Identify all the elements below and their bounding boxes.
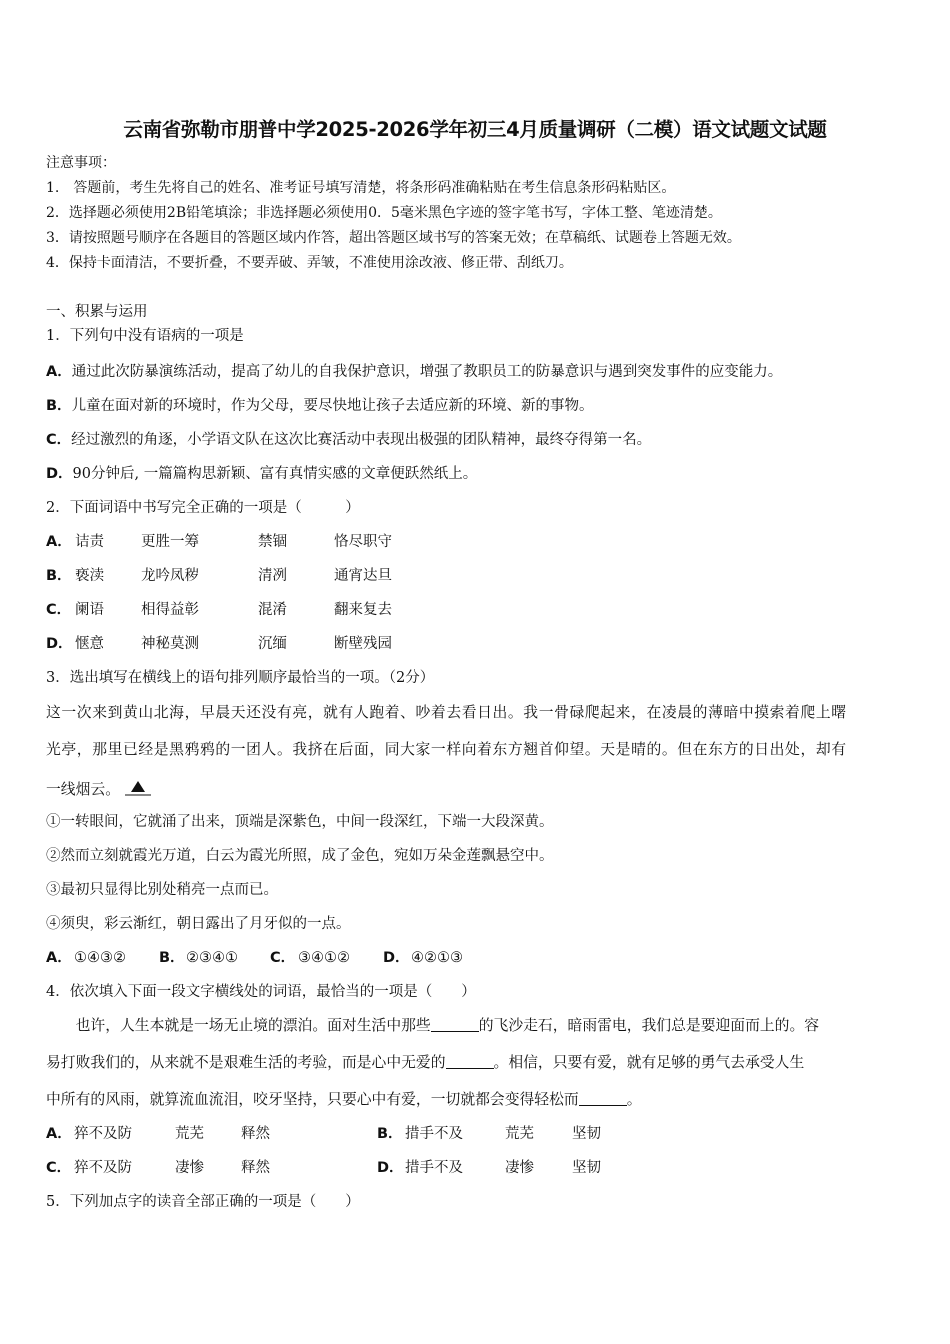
q1-stem: 1．下列句中没有语病的一项是 (46, 328, 244, 344)
option-letter: C． (46, 602, 72, 618)
option-text: 经过激烈的角逐，小学语文队在这次比赛活动中表现出极强的团队精神，最终夺得第一名。 (71, 432, 652, 448)
option-letter: D． (46, 636, 73, 652)
option-text: ④②①③ (411, 950, 463, 966)
option-word: 更胜一筹 (141, 534, 199, 550)
option-word: 猝不及防 (74, 1126, 132, 1142)
notice-item-4: 4．保持卡面清洁，不要折叠，不要弄破、弄皱，不准使用涂改液、修正带、刮纸刀。 (46, 255, 573, 271)
passage-text: 中所有的风雨，就算流血流泪，咬牙坚持，只要心中有爱，一切就都会变得轻松而 (46, 1091, 579, 1108)
option-word: 清冽 (258, 568, 287, 584)
answer-blank-triangle-icon (125, 778, 151, 801)
q4-stem: 4．依次填入下面一段文字横线处的词语，最恰当的一项是（ ） (46, 984, 476, 1000)
q3-passage-line-3 (46, 778, 151, 801)
q3-stem: 3．选出填写在横线上的语句排列顺序最恰当的一项。（2分） (46, 670, 435, 686)
notice-item-2: 2．选择题必须使用2B铅笔填涂；非选择题必须使用0．5毫米黑色字迹的签字笔书写，字体工整、笔迹清楚。 (46, 205, 722, 221)
notice-item-1: 1. 答题前，考生先将自己的姓名、准考证号填写清楚，将条形码准确粘贴在考生信息条形码粘贴区。 (46, 180, 676, 196)
option-letter: C． (270, 950, 296, 966)
option-letter: B． (46, 398, 72, 414)
passage-text: 的飞沙走石，暗雨雷电，我们总是要迎面而上的。容 (478, 1017, 820, 1034)
q4-passage-line-3 (46, 1091, 642, 1109)
exam-title: 云南省弥勒市朋普中学2025-2026学年初三4月质量调研（二模）语文试题文试题 (123, 118, 827, 141)
option-text: ②③④① (186, 950, 238, 966)
option-text: ③④①② (298, 950, 350, 966)
passage-text: 一线烟云。 (46, 781, 120, 798)
option-text: 儿童在面对新的环境时，作为父母，要尽快地让孩子去适应新的环境、新的事物。 (71, 398, 594, 414)
fill-blank (431, 1017, 479, 1032)
q3-passage-line-1: 这一次来到黄山北海，早晨天还没有亮，就有人跑着、吵着去看日出。我一骨碌爬起来，在凌晨的薄暗中摸索着爬上曙 (46, 704, 847, 721)
q3-sentence-4: ④须臾，彩云渐红，朝日露出了月牙似的一点。 (46, 916, 351, 932)
option-word: 诘责 (75, 534, 104, 550)
option-word: 坚韧 (572, 1126, 601, 1142)
option-word: 猝不及防 (74, 1160, 132, 1176)
option-word: 相得益彰 (141, 602, 199, 618)
option-word: 释然 (241, 1126, 270, 1142)
option-word: 惬意 (75, 636, 104, 652)
option-letter: B． (377, 1126, 403, 1142)
option-text: 90分钟后, 一篇篇构思新颖、富有真情实感的文章便跃然纸上。 (72, 466, 478, 482)
option-letter: A． (46, 364, 72, 380)
q4-passage-line-2 (46, 1054, 804, 1072)
section-heading: 一、积累与运用 (46, 304, 148, 320)
option-text: ①④③② (74, 950, 126, 966)
q3-passage-line-2: 光亭，那里已经是黑鸦鸦的一团人。我挤在后面，同大家一样向着东方翘首仰望。天是晴的。但在东方的日出处，却有 (46, 741, 847, 758)
option-word: 凄惨 (175, 1160, 204, 1176)
option-word: 龙吟凤秽 (141, 568, 199, 584)
option-word: 荒芜 (175, 1126, 204, 1142)
notice-item-3: 3．请按照题号顺序在各题目的答题区域内作答，超出答题区域书写的答案无效；在草稿纸、试题卷上答题无效。 (46, 230, 741, 246)
option-letter: C． (46, 432, 72, 448)
option-word: 释然 (241, 1160, 270, 1176)
passage-text: 也许，人生本就是一场无止境的漂泊。面对生活中那些 (46, 1017, 431, 1034)
option-letter: D． (46, 466, 73, 482)
option-word: 通宵达旦 (334, 568, 392, 584)
option-word: 沉缅 (258, 636, 287, 652)
option-word: 亵渎 (75, 568, 104, 584)
option-word: 断壁残园 (334, 636, 392, 652)
option-word: 荒芜 (505, 1126, 534, 1142)
option-word: 禁锢 (258, 534, 287, 550)
passage-text: 易打败我们的，从来就不是艰难生活的考验，而是心中无爱的 (46, 1054, 446, 1071)
fill-blank (446, 1054, 494, 1069)
q3-sentence-1: ①一转眼间，它就涌了出来，顶端是深紫色，中间一段深红，下端一大段深黄。 (46, 814, 554, 830)
option-letter: D． (377, 1160, 404, 1176)
q1-option-d (46, 465, 477, 483)
option-word: 恪尽职守 (334, 534, 392, 550)
q1-option-b (46, 397, 594, 415)
q1-option-c (46, 431, 651, 449)
option-letter: A． (46, 1126, 72, 1142)
option-word: 凄惨 (505, 1160, 534, 1176)
q2-stem: 2．下面词语中书写完全正确的一项是（ ） (46, 500, 360, 516)
option-word: 坚韧 (572, 1160, 601, 1176)
q5-stem: 5．下列加点字的读音全部正确的一项是（ ） (46, 1194, 360, 1210)
option-letter: C． (46, 1160, 72, 1176)
option-letter: D． (383, 950, 410, 966)
option-word: 翻来复去 (334, 602, 392, 618)
option-letter: A． (46, 534, 72, 550)
option-letter: A． (46, 950, 72, 966)
option-word: 措手不及 (405, 1160, 463, 1176)
q3-sentence-2: ②然而立刻就霞光万道，白云为霞光所照，成了金色，宛如万朵金莲飘悬空中。 (46, 848, 554, 864)
q3-sentence-3: ③最初只显得比别处稍亮一点而已。 (46, 882, 278, 898)
option-word: 措手不及 (405, 1126, 463, 1142)
option-letter: B． (46, 568, 72, 584)
q1-option-a (46, 363, 782, 381)
option-letter: B． (159, 950, 185, 966)
option-word: 神秘莫测 (141, 636, 199, 652)
passage-text: 。 (626, 1091, 642, 1108)
option-word: 混淆 (258, 602, 287, 618)
fill-blank (579, 1091, 627, 1106)
option-word: 阑语 (75, 602, 104, 618)
notice-heading: 注意事项： (46, 155, 116, 171)
option-text: 通过此次防暴演练活动，提高了幼儿的自我保护意识，增强了教职员工的防暴意识与遇到突发事件的应变能力。 (71, 364, 783, 380)
passage-text: 。相信，只要有爱，就有足够的勇气去承受人生 (493, 1054, 805, 1071)
q4-passage-line-1 (46, 1017, 819, 1035)
